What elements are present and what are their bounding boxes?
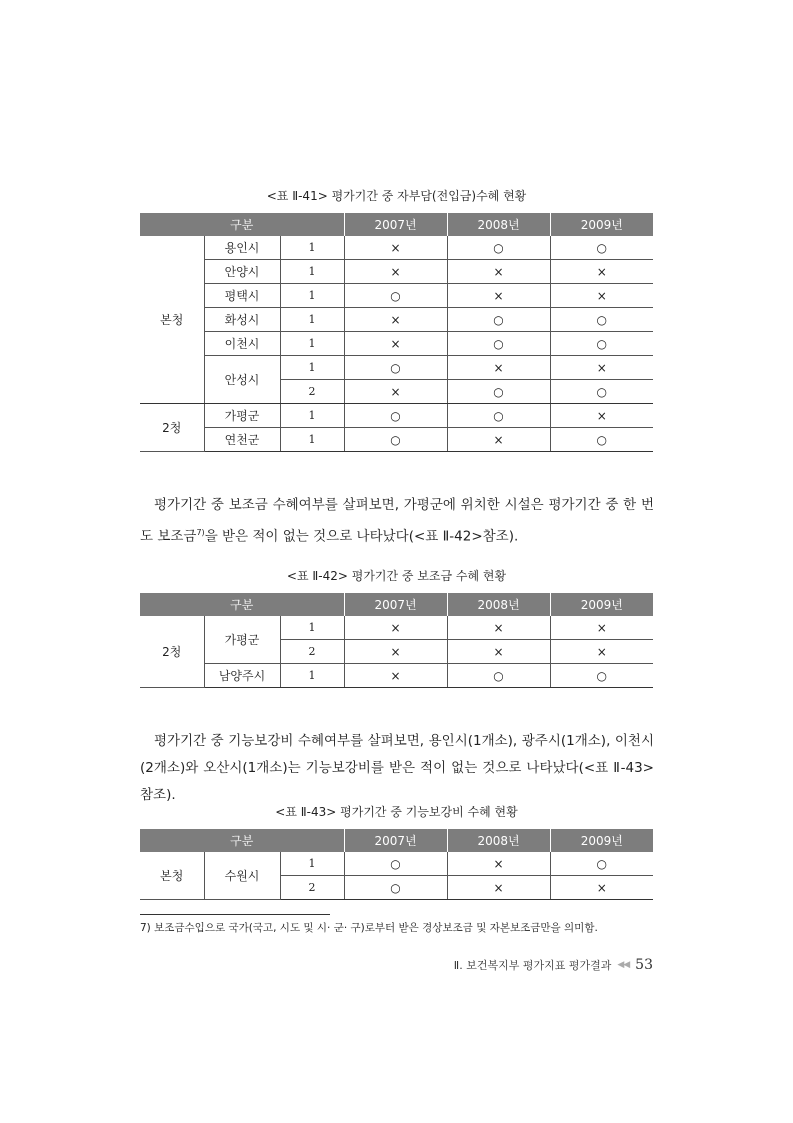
- city-cell: 평택시: [204, 284, 280, 308]
- status-2007: ×: [344, 260, 447, 284]
- status-2009: ×: [550, 640, 653, 664]
- table-header-row: [140, 593, 653, 616]
- status-2009: ×: [550, 260, 653, 284]
- facility-number: 1: [280, 356, 344, 380]
- facility-number: 2: [280, 876, 344, 900]
- table-43: [140, 829, 653, 900]
- header-2008: 2008년: [447, 213, 550, 236]
- group-label: 본청: [140, 852, 204, 900]
- status-2007: ×: [344, 308, 447, 332]
- footer-arrows-icon: ◀◀: [617, 960, 630, 970]
- table-41-caption: <표 Ⅱ-41> 평가기간 중 자부담(전입금)수혜 현황: [266, 189, 527, 203]
- table-42: [140, 593, 653, 688]
- city-cell: 안성시: [204, 356, 280, 404]
- status-2008: ○: [447, 404, 550, 428]
- status-2009: ○: [550, 380, 653, 404]
- city-cell: 용인시: [204, 236, 280, 260]
- header-2007: 2007년: [344, 593, 447, 616]
- table-row: [140, 356, 653, 380]
- page-number: 53: [635, 957, 653, 973]
- header-category: 구분: [140, 593, 344, 616]
- status-2009: ×: [550, 876, 653, 900]
- status-2009: ○: [550, 664, 653, 688]
- footnote-ref: 7): [196, 528, 205, 537]
- table-row: [140, 852, 653, 876]
- status-2009: ×: [550, 284, 653, 308]
- status-2008: ×: [447, 428, 550, 452]
- table-row: [140, 284, 653, 308]
- status-2007: ○: [344, 852, 447, 876]
- status-2009: ○: [550, 332, 653, 356]
- paragraph-renovation: [140, 728, 654, 809]
- status-2007: ○: [344, 428, 447, 452]
- city-cell: 가평군: [204, 404, 280, 428]
- status-2008: ○: [447, 664, 550, 688]
- status-2008: ×: [447, 356, 550, 380]
- status-2007: ×: [344, 664, 447, 688]
- city-cell: 안양시: [204, 260, 280, 284]
- status-2008: ○: [447, 308, 550, 332]
- table-header-row: [140, 829, 653, 852]
- status-2007: ○: [344, 356, 447, 380]
- status-2008: ○: [447, 332, 550, 356]
- table-row: [140, 616, 653, 640]
- group-label: 2청: [140, 616, 204, 688]
- header-2008: 2008년: [447, 593, 550, 616]
- city-cell: 연천군: [204, 428, 280, 452]
- status-2009: ×: [550, 616, 653, 640]
- status-2007: ○: [344, 404, 447, 428]
- facility-number: 1: [280, 284, 344, 308]
- paragraph-subsidy: [140, 492, 654, 551]
- paragraph-text-b: 을 받은 적이 없는 것으로 나타났다(<표 Ⅱ-42>참조).: [204, 528, 519, 545]
- facility-number: 1: [280, 428, 344, 452]
- footer-section-title: Ⅱ. 보건복지부 평가지표 평가결과: [453, 959, 612, 972]
- status-2008: ×: [447, 260, 550, 284]
- status-2009: ○: [550, 308, 653, 332]
- status-2008: ×: [447, 876, 550, 900]
- status-2007: ×: [344, 380, 447, 404]
- status-2009: ○: [550, 852, 653, 876]
- table-row: [140, 236, 653, 260]
- header-category: 구분: [140, 829, 344, 852]
- city-cell: 이천시: [204, 332, 280, 356]
- city-cell: 수원시: [204, 852, 280, 900]
- status-2008: ×: [447, 284, 550, 308]
- table-41: [140, 213, 653, 452]
- city-cell: 남양주시: [204, 664, 280, 688]
- status-2007: ×: [344, 640, 447, 664]
- facility-number: 1: [280, 332, 344, 356]
- group-label: 2청: [140, 404, 204, 452]
- status-2007: ○: [344, 284, 447, 308]
- facility-number: 1: [280, 852, 344, 876]
- status-2008: ×: [447, 640, 550, 664]
- table-row: [140, 332, 653, 356]
- city-cell: 화성시: [204, 308, 280, 332]
- table-row: [140, 308, 653, 332]
- table-row: [140, 428, 653, 452]
- facility-number: 1: [280, 260, 344, 284]
- status-2009: ×: [550, 404, 653, 428]
- header-2009: 2009년: [550, 213, 653, 236]
- city-cell: 가평군: [204, 616, 280, 664]
- footnote-divider: [140, 914, 330, 915]
- status-2008: ○: [447, 380, 550, 404]
- facility-number: 1: [280, 616, 344, 640]
- header-2009: 2009년: [550, 593, 653, 616]
- status-2008: ×: [447, 852, 550, 876]
- paragraph-text: 평가기간 중 기능보강비 수혜여부를 살펴보면, 용인시(1개소), 광주시(1개소), 이천시(2개소)와 오산시(1개소)는 기능보강비를 받은 적이 없는 것으로 나타났다(<표 Ⅱ-43>참조).: [140, 733, 654, 803]
- header-2007: 2007년: [344, 213, 447, 236]
- header-2008: 2008년: [447, 829, 550, 852]
- table-header-row: [140, 213, 653, 236]
- footnote: 7) 보조금수입으로 국가(국고, 시도 및 시· 군· 구)로부터 받은 경상보조금 및 자본보조금만을 의미함.: [140, 922, 598, 934]
- facility-number: 2: [280, 380, 344, 404]
- header-category: 구분: [140, 213, 344, 236]
- table-43-caption: <표 Ⅱ-43> 평가기간 중 기능보강비 수혜 현황: [275, 805, 518, 819]
- status-2009: ○: [550, 236, 653, 260]
- paragraph-text-a: 평가기간 중 보조금 수혜여부를 살펴보면, 가평군에 위치한 시설은 평가기간 중 한 번 도 보조금: [140, 497, 654, 545]
- status-2007: ○: [344, 876, 447, 900]
- facility-number: 1: [280, 236, 344, 260]
- header-2009: 2009년: [550, 829, 653, 852]
- facility-number: 1: [280, 404, 344, 428]
- header-2007: 2007년: [344, 829, 447, 852]
- status-2007: ×: [344, 332, 447, 356]
- page-footer: [454, 957, 653, 973]
- facility-number: 1: [280, 308, 344, 332]
- table-row: [140, 664, 653, 688]
- status-2009: ○: [550, 428, 653, 452]
- status-2007: ×: [344, 236, 447, 260]
- table-42-caption: <표 Ⅱ-42> 평가기간 중 보조금 수혜 현황: [286, 569, 507, 583]
- facility-number: 2: [280, 640, 344, 664]
- group-label: 본청: [140, 236, 204, 404]
- status-2008: ×: [447, 616, 550, 640]
- status-2009: ×: [550, 356, 653, 380]
- facility-number: 1: [280, 664, 344, 688]
- table-row: [140, 260, 653, 284]
- status-2008: ○: [447, 236, 550, 260]
- status-2007: ×: [344, 616, 447, 640]
- table-row: [140, 404, 653, 428]
